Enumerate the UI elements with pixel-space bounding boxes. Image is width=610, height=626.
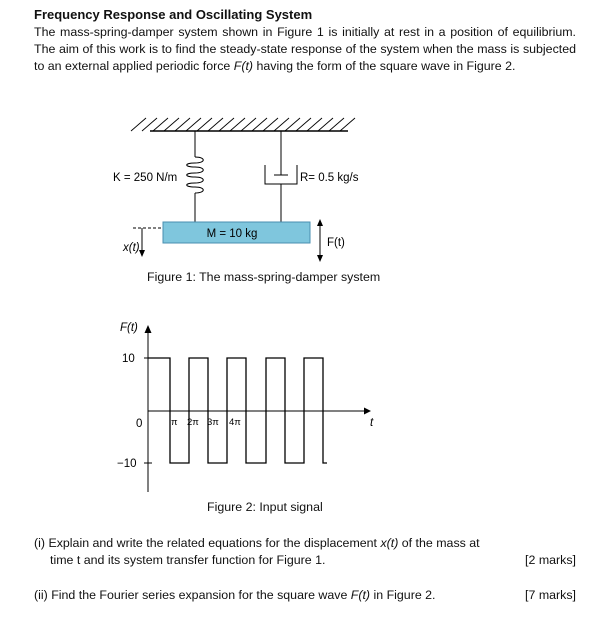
question-1-marks: [2 marks] bbox=[525, 553, 576, 567]
question-2 bbox=[34, 587, 576, 604]
x-tick-label-2pi: 2π bbox=[187, 417, 199, 428]
intro-text-1: The mass-spring-damper system shown in Figure 1 is initially at rest in a position of equilibrium. The aim of this work is to find the steady-state response of the system when the mass is subjected to an external applied periodic force bbox=[34, 25, 576, 73]
x-tick-label-3pi: 3π bbox=[207, 417, 219, 428]
x-tick-label-pi: π bbox=[171, 417, 178, 428]
spring-label: K = 250 N/m bbox=[113, 172, 178, 184]
x-tick-label-4pi: 4π bbox=[229, 417, 241, 428]
y-axis-label: F(t) bbox=[120, 322, 138, 334]
force-arrow-head-up bbox=[317, 219, 323, 226]
figure2-plot bbox=[117, 322, 374, 492]
displacement-arrow-head bbox=[139, 250, 145, 257]
damper-label: R= 0.5 kg/s bbox=[300, 172, 359, 184]
intro-text-2: having the form of the square wave in Figure 2. bbox=[253, 59, 516, 73]
x-tick-labels bbox=[171, 417, 241, 428]
figure2-caption: Figure 2: Input signal bbox=[207, 500, 323, 514]
question-2-marks: [7 marks] bbox=[525, 588, 576, 602]
question-1-text-2: of the mass at time t and its system transfer function for Figure 1. bbox=[50, 536, 480, 567]
question-1 bbox=[34, 535, 576, 569]
question-2-text-2: in Figure 2. bbox=[370, 588, 436, 602]
figure1-caption: Figure 1: The mass-spring-damper system bbox=[147, 270, 381, 284]
x-axis-arrow bbox=[364, 408, 371, 415]
problem-heading: Frequency Response and Oscillating System bbox=[34, 7, 313, 22]
y-tick-label-top: 10 bbox=[122, 353, 135, 365]
question-2-symbol: F(t) bbox=[350, 588, 371, 602]
question-2-text: (ii) Find the Fourier series expansion for the square wave bbox=[34, 588, 351, 602]
question-1-text: (i) Explain and write the related equations for the displacement bbox=[34, 536, 381, 550]
damper bbox=[265, 131, 297, 222]
figure1-diagram bbox=[113, 118, 359, 262]
y-tick-label-zero: 0 bbox=[136, 418, 143, 430]
mass-label: M = 10 kg bbox=[206, 228, 258, 240]
intro-force-symbol: F(t) bbox=[233, 59, 254, 73]
y-tick-label-bottom: −10 bbox=[117, 458, 137, 470]
force-arrow-head-down bbox=[317, 255, 323, 262]
x-axis-label: t bbox=[370, 417, 374, 429]
displacement-label: x(t) bbox=[123, 242, 140, 254]
question-1-symbol: x(t) bbox=[380, 536, 399, 550]
force-label: F(t) bbox=[327, 237, 345, 249]
y-axis-arrow bbox=[145, 325, 152, 333]
ceiling-hatching bbox=[131, 118, 355, 131]
spring bbox=[187, 131, 204, 222]
